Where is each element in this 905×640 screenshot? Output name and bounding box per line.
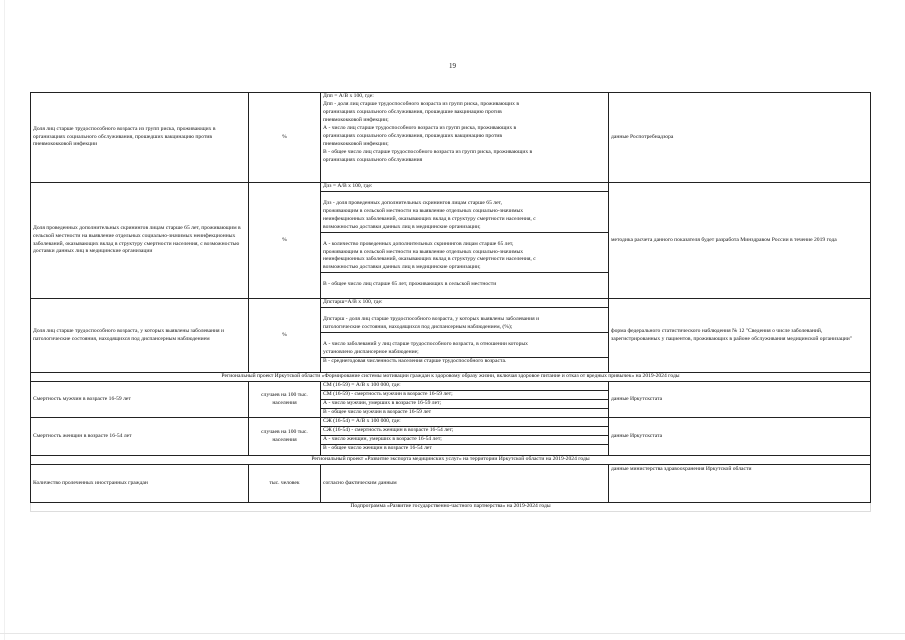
indicator-formula — [321, 93, 609, 183]
formula-line: возможностью доставки данных лиц в медицинские организации; — [321, 224, 608, 233]
formula-line: А - количество проведенных дополнительных скринингов лицам старше 65 лет, — [323, 240, 514, 247]
indicator-name: Смертность женщин в возрасте 16-54 лет — [31, 418, 249, 456]
formula-line: организациях социального обслуживания, прошедшие вакцинацию против — [323, 108, 502, 115]
formula-line: В - общее число лиц старше трудоспособного возраста из групп риска, проживающих в — [323, 148, 533, 155]
formula-line: возможностью доставки данных лиц в медицинские организации; — [321, 264, 608, 273]
formula-line — [321, 233, 608, 241]
formula-line — [321, 192, 608, 200]
indicator-name: Количество пролеченных иностранных граждан — [31, 465, 249, 503]
indicators-table — [30, 92, 871, 512]
section-row — [31, 503, 871, 512]
indicator-source: форма федерального статистического наблюдения № 12 "Сведения о числе заболеваний, зарегистрированных у пациентов, проживающих в районе обслуживания медицинской организации" — [609, 299, 871, 373]
section-title: Подпрограмма «Развитие государственно-частного партнерства» на 2019-2024 годы — [31, 503, 871, 512]
table-row — [31, 465, 871, 503]
formula-line: Дпп = А/В х 100, где: — [323, 93, 374, 99]
formula-line: СМ (16-59) - смертность мужчин в возрасте 16-59 лет; — [321, 391, 608, 400]
indicator-unit: случаев на 100 тыс. населения — [249, 418, 321, 456]
indicator-unit: % — [249, 93, 321, 183]
page-number: 19 — [449, 62, 456, 70]
formula-line — [321, 333, 608, 341]
table-row — [31, 183, 871, 299]
formula-line: Дпп - доля лиц старше трудоспособного возраста из групп риска, проживающих в — [323, 100, 520, 107]
formula-line: пневмококковой инфекции; — [323, 140, 389, 147]
scan-bottom-line — [0, 633, 905, 634]
formula-line: А - число женщин, умерших в возрасте 16-54 лет; — [321, 436, 608, 445]
indicator-unit: % — [249, 299, 321, 373]
indicator-name: Доля проведенных дополнительных скринингов лицам старше 65 лет, проживающим в сельской местности на выявление отдельных социально-значимых неинфекционных заболеваний, оказывающих вклад в структуру смертности населения, с возможностью доставки данных лиц в медицинские организации — [31, 183, 249, 299]
indicator-name: Доля лиц старше трудоспособного возраста, у которых выявлены заболевания и патологические состояния, находящихся под диспансерным наблюдением — [31, 299, 249, 373]
formula-line: В - общее число мужчин в возрасте 16-59 лет — [323, 408, 432, 415]
formula-line: неинфекционных заболеваний, оказывающих вклад в структуру смертности населения, с — [323, 215, 536, 222]
formula-line: пневмококковой инфекции; — [323, 116, 389, 123]
formula-line: патологические состояния, находящихся под диспансерным наблюдением, (%); — [321, 324, 608, 333]
indicator-source: данные Иркутскстата — [609, 382, 871, 418]
formula-line: организациях социального обслуживания — [323, 156, 423, 163]
indicator-name: Доля лиц старше трудоспособного возраста из групп риска, проживающих в организациях социального обслуживания, прошедших вакцинацию против пневмококковой инфекции — [31, 93, 249, 183]
section-title: Региональный проект «Развитие экспорта медицинских услуг» на территории Иркутской области на 2019-2024 годы — [31, 456, 871, 465]
indicator-source: данные министерства здравоохранения Иркутской области — [609, 465, 871, 503]
table-row — [31, 382, 871, 418]
formula-line: установлено диспансерное наблюдение; — [321, 349, 608, 358]
formula-line: Дзз - доля проведенных дополнительных скринингов лицам старше 65 лет, — [323, 199, 502, 206]
table-row — [31, 93, 871, 183]
indicator-source: данные Иркутскстата — [609, 418, 871, 456]
indicator-formula: согласно фактическим данным — [321, 465, 609, 503]
indicator-formula — [321, 418, 609, 456]
formula-line: СЖ (16-54) - смертность женщин в возрасте 16-54 лет; — [321, 427, 608, 436]
formula-line: В - общее число лиц старше 65 лет, проживающих в сельской местности — [323, 281, 497, 288]
indicator-unit: тыс. человек — [249, 465, 321, 503]
indicator-source: методика расчета данного показателя будет разработа Минздравом России в течение 2019 года — [609, 183, 871, 299]
table-row — [31, 418, 871, 456]
indicator-name: Смертность мужчин в возрасте 16-59 лет — [31, 382, 249, 418]
formula-line: СМ (16-59) = А/В х 100 000, где: — [321, 382, 608, 391]
indicator-formula — [321, 299, 609, 373]
formula-line: А - число заболеваний у лиц старше трудоспособного возраста, в отношении которых — [323, 340, 528, 347]
formula-line: В - общее число женщин в возрасте 16-54 лет — [323, 444, 432, 451]
table-row — [31, 299, 871, 373]
formula-line: проживающим в сельской местности на выявление отдельных социально-значимых — [323, 207, 524, 214]
formula-line: Дпстарш=А/В х 100, где: — [321, 299, 608, 308]
section-title: Региональный проект Иркутской области «Формирование системы мотивации граждан к здоровому образу жизни, включая здоровое питание и отказ от вредных привычек» на 2019-2024 годы — [31, 373, 871, 382]
section-row — [31, 373, 871, 382]
formula-line: СЖ (16-54) = А/В х 100 000, где: — [321, 418, 608, 427]
formula-line: проживающим в сельской местности на выявление отдельных социально-значимых — [323, 248, 524, 255]
scan-edge-line — [4, 0, 5, 640]
section-row — [31, 456, 871, 465]
indicator-formula — [321, 382, 609, 418]
formula-line — [321, 308, 608, 316]
indicator-source: данные Роспотребнадзора — [609, 93, 871, 183]
indicator-unit: случаев на 100 тыс. населения — [249, 382, 321, 418]
formula-line: В - среднегодовая численность населения старше трудоспособного возраста. — [323, 357, 507, 364]
formula-line: неинфекционных заболеваний, оказывающих вклад в структуру смертности населения, с — [323, 256, 536, 263]
formula-line: Дзз = А/В х 100, где: — [321, 183, 608, 192]
formula-line: А - число лиц старше трудоспособного возраста из групп риска, проживающих в — [323, 124, 517, 131]
formula-line: Дпстарш - доля лиц старше трудоспособного возраста, у которых выявлены заболевания и — [323, 315, 540, 322]
indicator-formula — [321, 183, 609, 299]
indicator-unit: % — [249, 183, 321, 299]
formula-line: организациях социального обслуживания, прошедших вакцинацию против — [323, 132, 503, 139]
formula-line: А - число мужчин, умерших в возрасте 16-59 лет; — [321, 400, 608, 409]
